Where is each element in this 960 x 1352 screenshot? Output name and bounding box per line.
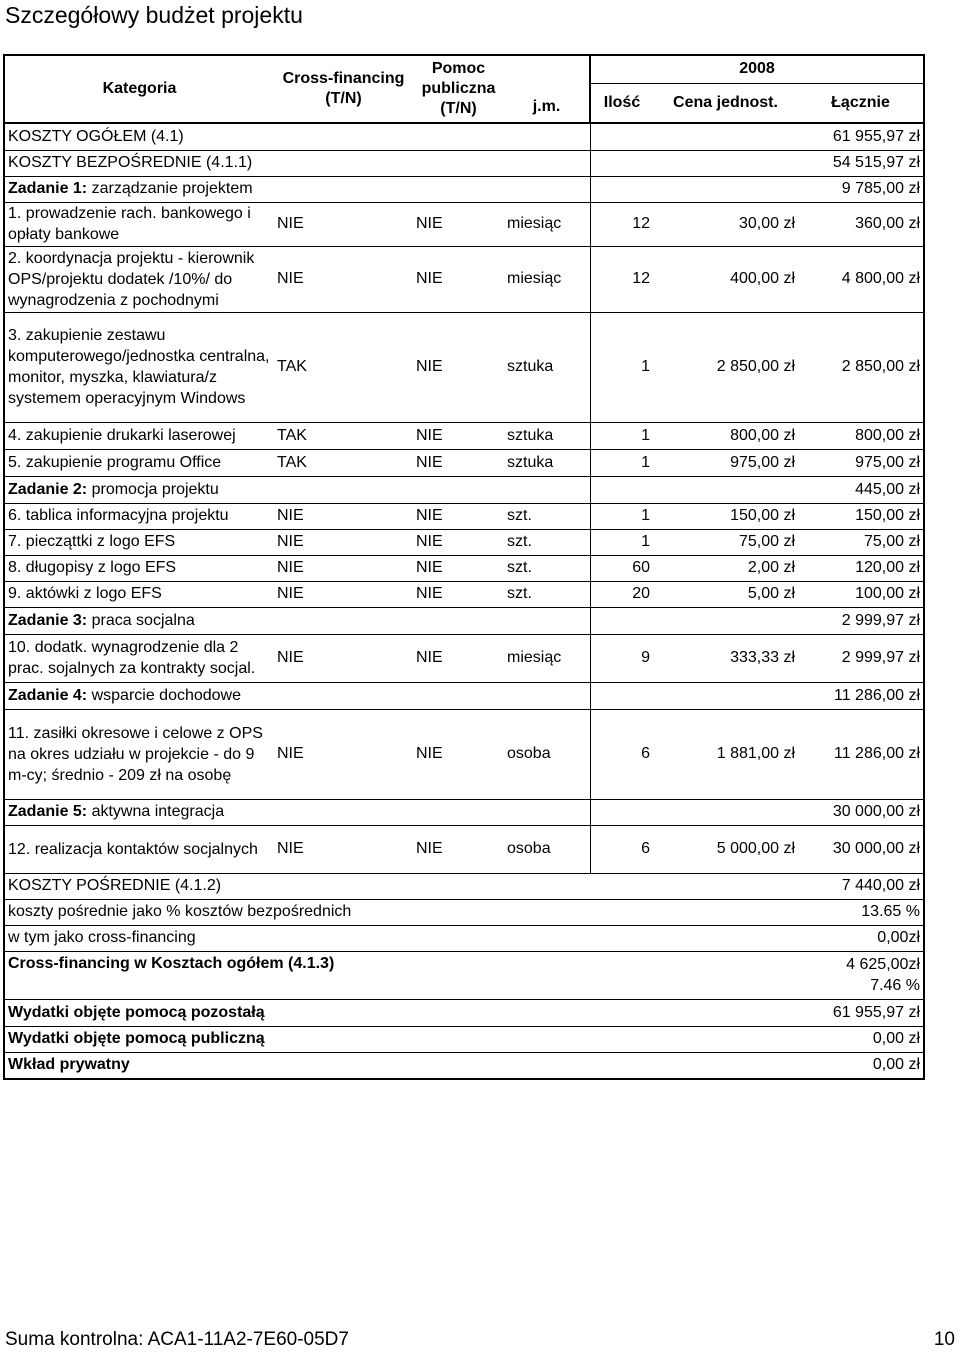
item-total: 150,00 zł xyxy=(798,503,924,529)
item-label: 1. prowadzenie rach. bankowego i opłaty bankowe xyxy=(4,202,274,246)
row-label: Wydatki objęte pomocą publiczną xyxy=(4,1026,798,1052)
item-public-aid: NIE xyxy=(413,246,504,312)
item-unit: szt. xyxy=(504,529,590,555)
item-public-aid: NIE xyxy=(413,449,504,476)
header-total: Łącznie xyxy=(798,83,924,123)
header-public-aid: Pomoc publiczna (T/N) xyxy=(413,55,504,123)
row-total xyxy=(798,951,924,999)
item-cross-financing: NIE xyxy=(274,246,413,312)
item-public-aid: NIE xyxy=(413,312,504,422)
item-total: 2 850,00 zł xyxy=(798,312,924,422)
costs-total-row xyxy=(4,123,924,150)
item-qty: 1 xyxy=(590,312,653,422)
item-qty: 12 xyxy=(590,246,653,312)
item-qty: 1 xyxy=(590,422,653,449)
item-label: 4. zakupienie drukarki laserowej xyxy=(4,422,274,449)
row-label: KOSZTY OGÓŁEM (4.1) xyxy=(4,123,590,150)
item-label: 3. zakupienie zestawu komputerowego/jednostka centralna, monitor, myszka, klawiatura/z systemem operacyjnym Windows xyxy=(4,312,274,422)
item-label: 12. realizacja kontaktów socjalnych xyxy=(4,825,274,873)
row-label: KOSZTY POŚREDNIE (4.1.2) xyxy=(4,873,798,899)
item-qty: 1 xyxy=(590,449,653,476)
header-row xyxy=(4,55,924,83)
item-cross-financing: NIE xyxy=(274,825,413,873)
row-total: 0,00zł xyxy=(798,925,924,951)
header-category: Kategoria xyxy=(4,55,274,123)
task-row xyxy=(4,607,924,634)
item-public-aid: NIE xyxy=(413,581,504,607)
item-unit: szt. xyxy=(504,581,590,607)
item-unit: sztuka xyxy=(504,312,590,422)
item-unit: szt. xyxy=(504,503,590,529)
item-cross-financing: NIE xyxy=(274,634,413,682)
item-unit: sztuka xyxy=(504,422,590,449)
item-unit: miesiąc xyxy=(504,246,590,312)
item-total: 360,00 zł xyxy=(798,202,924,246)
row-label: KOSZTY BEZPOŚREDNIE (4.1.1) xyxy=(4,150,590,176)
item-unit: miesiąc xyxy=(504,634,590,682)
item-label: 7. piecząttki z logo EFS xyxy=(4,529,274,555)
item-total: 2 999,97 zł xyxy=(798,634,924,682)
item-cross-financing: NIE xyxy=(274,709,413,799)
cf-total-amount: 4 625,00zł xyxy=(846,956,920,973)
item-qty: 12 xyxy=(590,202,653,246)
row-total: 61 955,97 zł xyxy=(798,123,924,150)
task-row xyxy=(4,176,924,202)
item-qty: 20 xyxy=(590,581,653,607)
item-cross-financing: NIE xyxy=(274,555,413,581)
row-total: 13.65 % xyxy=(798,899,924,925)
row-label: Cross-financing w Kosztach ogółem (4.1.3) xyxy=(4,951,798,999)
item-qty: 6 xyxy=(590,825,653,873)
task-label: Zadanie 1: zarządzanie projektem xyxy=(4,176,590,202)
row-total: 7 440,00 zł xyxy=(798,873,924,899)
item-public-aid: NIE xyxy=(413,709,504,799)
header-cross-financing: Cross-financing (T/N) xyxy=(274,55,413,123)
item-total: 75,00 zł xyxy=(798,529,924,555)
task-label: Zadanie 5: aktywna integracja xyxy=(4,799,590,825)
item-unit-price: 5 000,00 zł xyxy=(653,825,798,873)
item-qty: 9 xyxy=(590,634,653,682)
header-unit: j.m. xyxy=(504,55,590,123)
row-total: 445,00 zł xyxy=(798,476,924,503)
item-cross-financing: TAK xyxy=(274,422,413,449)
item-label: 11. zasiłki okresowe i celowe z OPS na okres udziału w projekcie - do 9 m-cy; średnio - 209 zł na osobę xyxy=(4,709,274,799)
row-total: 11 286,00 zł xyxy=(798,682,924,709)
item-unit: osoba xyxy=(504,709,590,799)
item-label: 10. dodatk. wynagrodzenie dla 2 prac. sojalnych za kontrakty socjal. xyxy=(4,634,274,682)
cross-financing-total-row xyxy=(4,951,924,999)
item-row xyxy=(4,634,924,682)
cf-total-percent: 7.46 % xyxy=(870,977,920,994)
task-row xyxy=(4,799,924,825)
footer-checksum: Suma kontrolna: ACA1-11A2-7E60-05D7 xyxy=(5,1329,349,1350)
task-row xyxy=(4,476,924,503)
public-aid-row xyxy=(4,1026,924,1052)
item-qty: 60 xyxy=(590,555,653,581)
direct-costs-row xyxy=(4,150,924,176)
row-total: 54 515,97 zł xyxy=(798,150,924,176)
item-cross-financing: NIE xyxy=(274,529,413,555)
item-label: 5. zakupienie programu Office xyxy=(4,449,274,476)
item-public-aid: NIE xyxy=(413,555,504,581)
item-total: 11 286,00 zł xyxy=(798,709,924,799)
indirect-costs-row xyxy=(4,873,924,899)
item-public-aid: NIE xyxy=(413,503,504,529)
item-row xyxy=(4,529,924,555)
item-cross-financing: NIE xyxy=(274,503,413,529)
item-unit-price: 975,00 zł xyxy=(653,449,798,476)
header-qty: Ilość xyxy=(603,93,641,111)
item-total: 100,00 zł xyxy=(798,581,924,607)
item-row xyxy=(4,202,924,246)
item-cross-financing: NIE xyxy=(274,202,413,246)
page-title: Szczegółowy budżet projektu xyxy=(5,2,303,28)
task-label: Zadanie 4: wsparcie dochodowe xyxy=(4,682,590,709)
item-total: 30 000,00 zł xyxy=(798,825,924,873)
item-total: 4 800,00 zł xyxy=(798,246,924,312)
item-row xyxy=(4,449,924,476)
item-total: 975,00 zł xyxy=(798,449,924,476)
item-unit-price: 30,00 zł xyxy=(653,202,798,246)
item-row xyxy=(4,246,924,312)
item-unit-price: 1 881,00 zł xyxy=(653,709,798,799)
item-cross-financing: TAK xyxy=(274,312,413,422)
own-contribution-row xyxy=(4,1052,924,1079)
row-label: Wydatki objęte pomocą pozostałą xyxy=(4,999,798,1026)
item-row xyxy=(4,422,924,449)
header-year: 2008 xyxy=(590,55,924,83)
item-row xyxy=(4,312,924,422)
row-total: 0,00 zł xyxy=(798,1026,924,1052)
item-unit-price: 2 850,00 zł xyxy=(653,312,798,422)
item-unit: osoba xyxy=(504,825,590,873)
item-row xyxy=(4,555,924,581)
item-row xyxy=(4,825,924,873)
item-public-aid: NIE xyxy=(413,422,504,449)
item-label: 9. aktówki z logo EFS xyxy=(4,581,274,607)
row-total: 0,00 zł xyxy=(798,1052,924,1079)
item-unit-price: 75,00 zł xyxy=(653,529,798,555)
page-number: 10 xyxy=(933,1329,955,1350)
item-qty: 6 xyxy=(590,709,653,799)
item-unit-price: 333,33 zł xyxy=(653,634,798,682)
row-total: 61 955,97 zł xyxy=(798,999,924,1026)
item-total: 120,00 zł xyxy=(798,555,924,581)
item-public-aid: NIE xyxy=(413,529,504,555)
budget-table xyxy=(3,54,925,1080)
item-row xyxy=(4,503,924,529)
item-unit-price: 5,00 zł xyxy=(653,581,798,607)
item-unit: szt. xyxy=(504,555,590,581)
item-public-aid: NIE xyxy=(413,825,504,873)
task-label: Zadanie 3: praca socjalna xyxy=(4,607,590,634)
header-unit-price: Cena jednost. xyxy=(673,93,778,111)
item-unit: sztuka xyxy=(504,449,590,476)
item-label: 2. koordynacja projektu - kierownik OPS/projektu dodatek /10%/ do wynagrodzenia z pochodnymi xyxy=(4,246,274,312)
item-cross-financing: TAK xyxy=(274,449,413,476)
item-qty: 1 xyxy=(590,529,653,555)
task-row xyxy=(4,682,924,709)
item-unit: miesiąc xyxy=(504,202,590,246)
item-unit-price: 800,00 zł xyxy=(653,422,798,449)
item-unit-price: 150,00 zł xyxy=(653,503,798,529)
item-cross-financing: NIE xyxy=(274,581,413,607)
item-row xyxy=(4,581,924,607)
item-total: 800,00 zł xyxy=(798,422,924,449)
row-label: Wkład prywatny xyxy=(4,1052,798,1079)
item-unit-price: 2,00 zł xyxy=(653,555,798,581)
row-total: 2 999,97 zł xyxy=(798,607,924,634)
item-qty: 1 xyxy=(590,503,653,529)
item-public-aid: NIE xyxy=(413,634,504,682)
row-label: w tym jako cross-financing xyxy=(4,925,798,951)
item-label: 8. długopisy z logo EFS xyxy=(4,555,274,581)
item-row xyxy=(4,709,924,799)
row-total: 30 000,00 zł xyxy=(798,799,924,825)
item-label: 6. tablica informacyjna projektu xyxy=(4,503,274,529)
row-total: 9 785,00 zł xyxy=(798,176,924,202)
indirect-pct-row xyxy=(4,899,924,925)
row-label: koszty pośrednie jako % kosztów bezpośrednich xyxy=(4,899,798,925)
item-public-aid: NIE xyxy=(413,202,504,246)
item-unit-price: 400,00 zł xyxy=(653,246,798,312)
incl-cross-financing-row xyxy=(4,925,924,951)
other-aid-row xyxy=(4,999,924,1026)
task-label: Zadanie 2: promocja projektu xyxy=(4,476,590,503)
